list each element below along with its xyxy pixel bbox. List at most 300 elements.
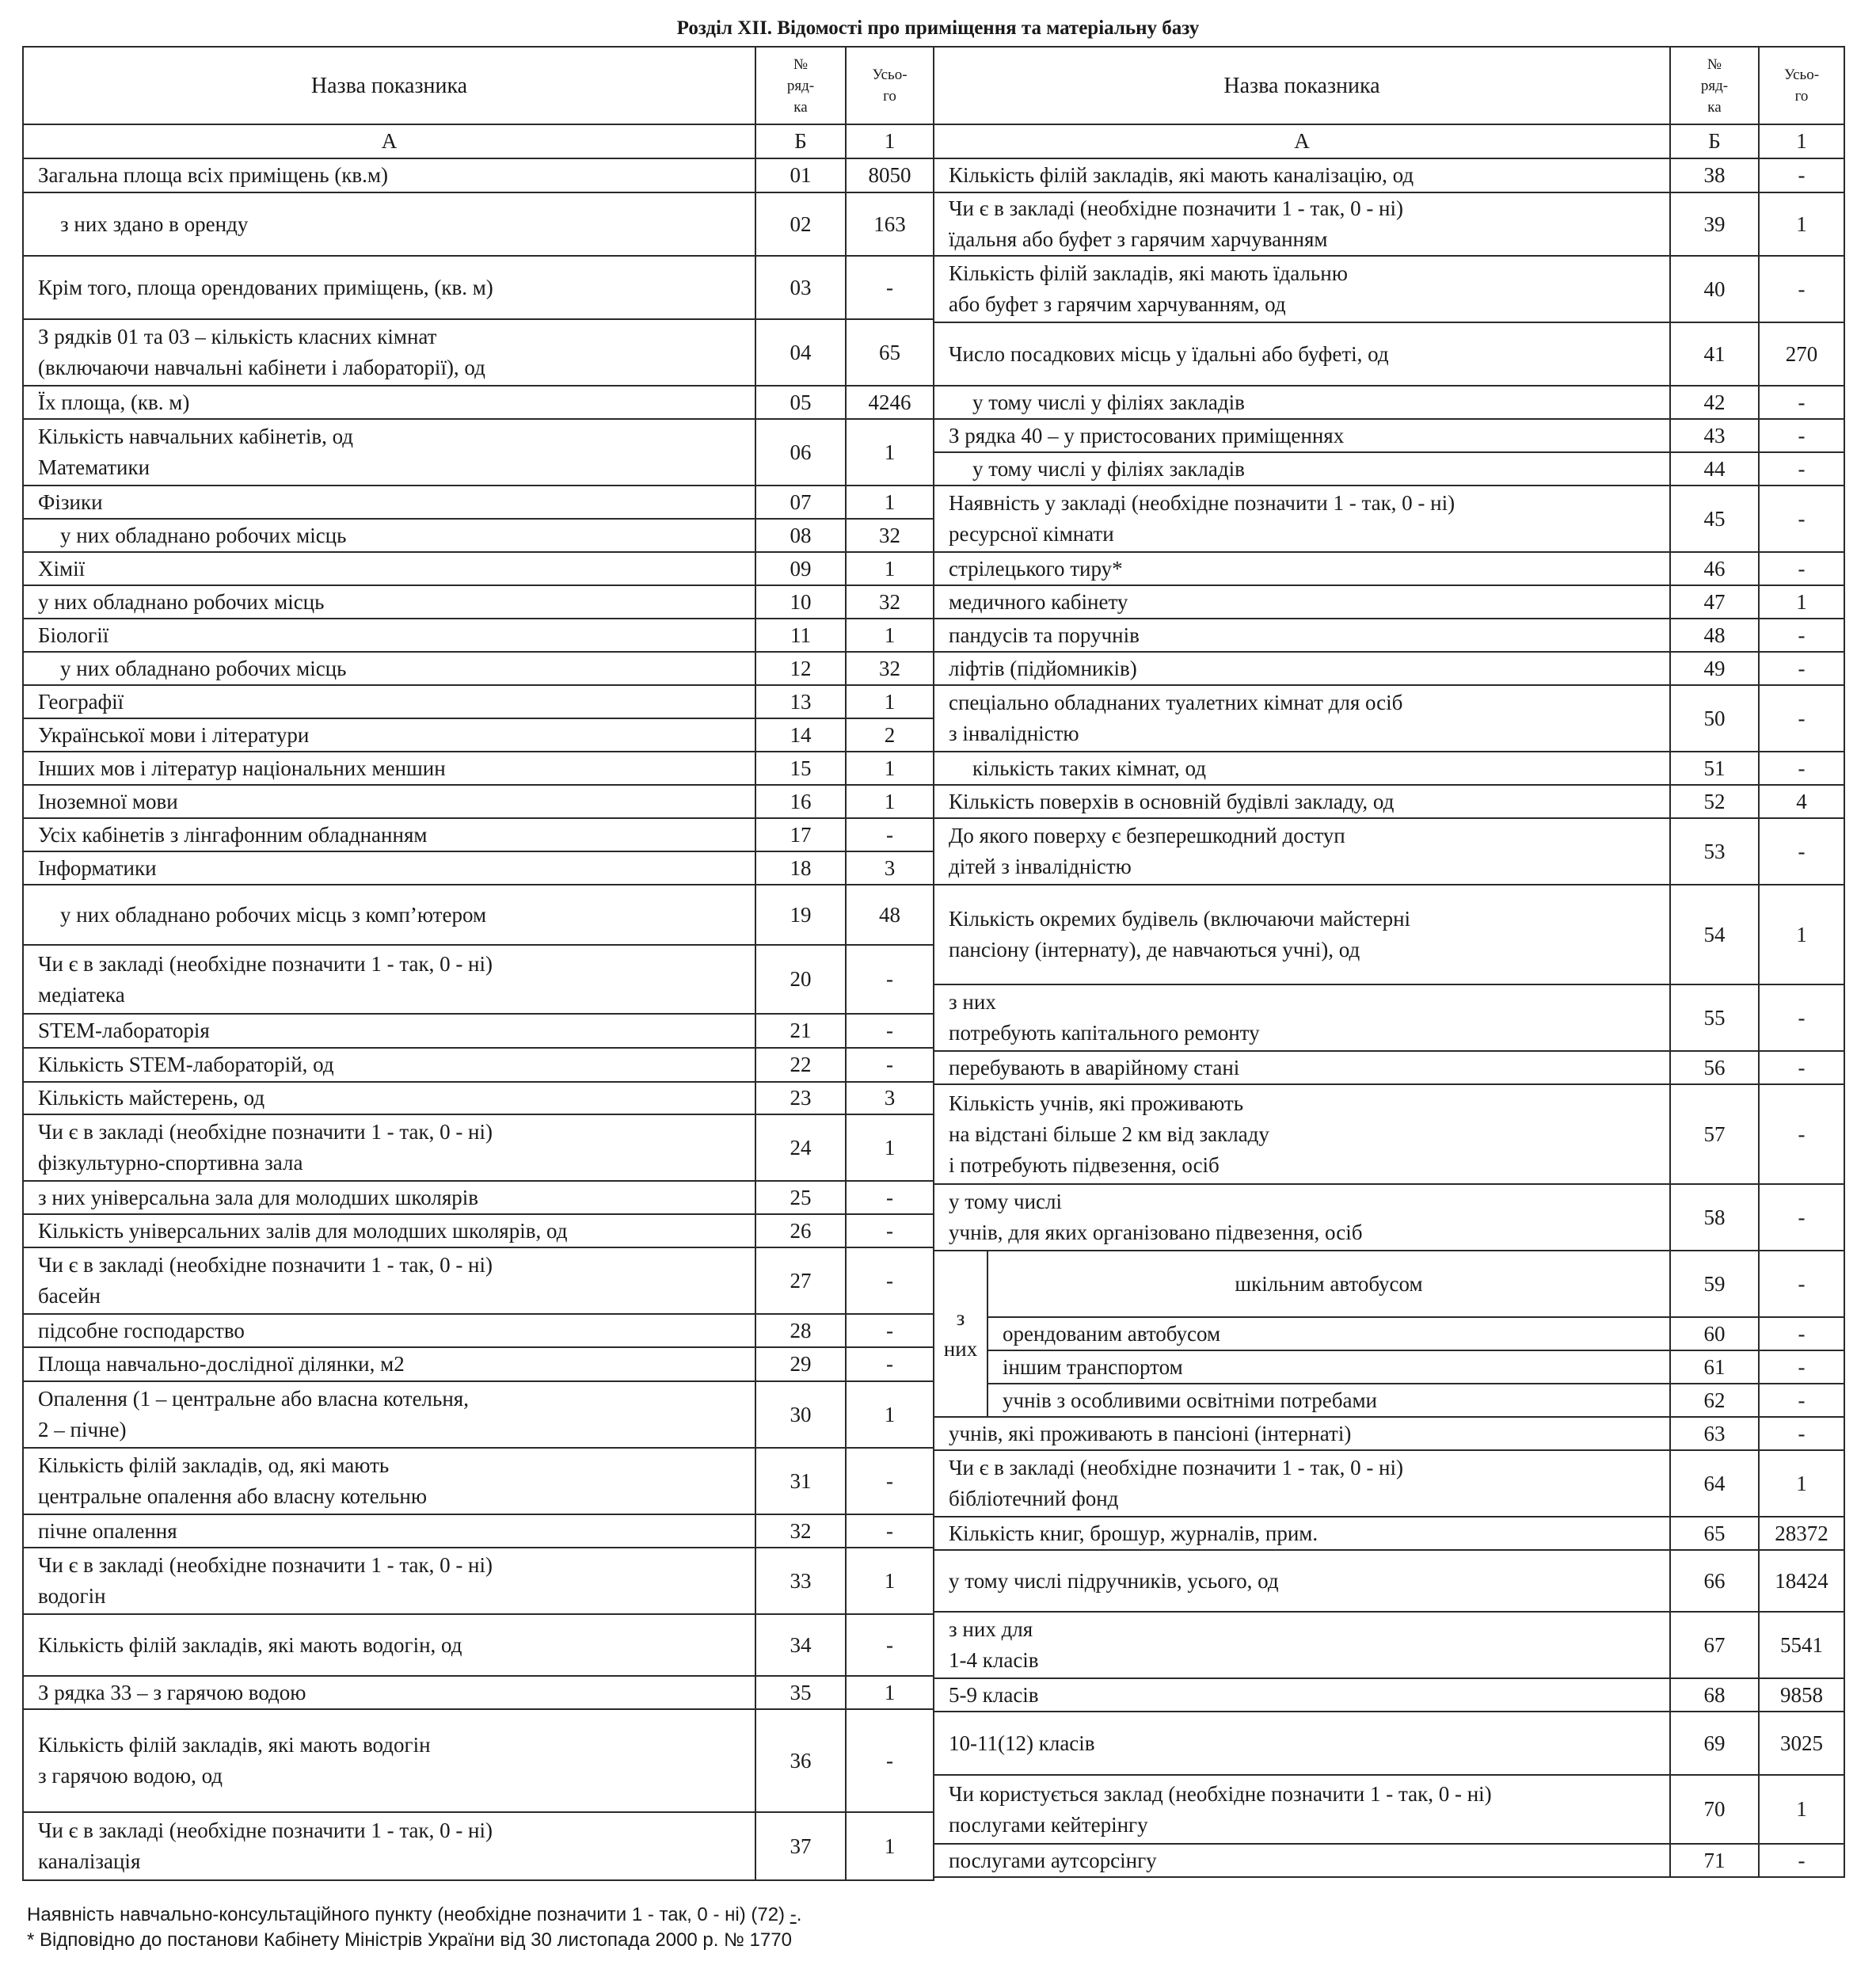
row-value: - xyxy=(846,1514,934,1548)
row-value: - xyxy=(1759,158,1844,192)
row-label: медичного кабінету xyxy=(934,585,1670,619)
row-value: 1 xyxy=(846,685,934,718)
row-code: 25 xyxy=(755,1181,846,1214)
row-code: 71 xyxy=(1670,1844,1759,1877)
table-row xyxy=(23,685,934,718)
row-code: 01 xyxy=(755,158,846,192)
row-value: - xyxy=(846,1448,934,1514)
row-value: 1 xyxy=(846,552,934,585)
row-code: 59 xyxy=(1670,1251,1759,1317)
row-label: З рядка 40 – у пристосованих приміщеннях xyxy=(934,419,1670,452)
row-code: 24 xyxy=(755,1114,846,1181)
row-label: До якого поверху є безперешкодний доступ дітей з інвалідністю xyxy=(934,818,1670,885)
row-code: 37 xyxy=(755,1812,846,1880)
row-code: 34 xyxy=(755,1614,846,1676)
row-code: 13 xyxy=(755,685,846,718)
header-row-number: № ряд- ка xyxy=(1670,47,1759,124)
row-label: З рядка 33 – з гарячою водою xyxy=(23,1676,755,1709)
row-code: 11 xyxy=(755,619,846,652)
row-code: 66 xyxy=(1670,1550,1759,1612)
row-code: 40 xyxy=(1670,256,1759,322)
row-value: 1 xyxy=(1759,1775,1844,1844)
row-label: Кількість майстерень, од xyxy=(23,1082,755,1114)
table-row xyxy=(23,1247,934,1314)
table-row xyxy=(23,519,934,552)
table-row xyxy=(23,752,934,785)
table-row xyxy=(934,1384,1844,1417)
row-code: 16 xyxy=(755,785,846,818)
row-value: - xyxy=(1759,1317,1844,1350)
table-row xyxy=(23,818,934,851)
row-code: 68 xyxy=(1670,1678,1759,1712)
row-code: 26 xyxy=(755,1214,846,1247)
row-value: 163 xyxy=(846,192,934,256)
table-row xyxy=(23,419,934,486)
header-name: Назва показника xyxy=(934,47,1670,124)
row-label: Кількість книг, брошур, журналів, прим. xyxy=(934,1517,1670,1550)
row-label: підсобне господарство xyxy=(23,1314,755,1347)
row-value: 1 xyxy=(846,419,934,486)
row-code: 35 xyxy=(755,1676,846,1709)
row-value: 2 xyxy=(846,718,934,752)
row-code: 39 xyxy=(1670,192,1759,256)
row-label: Кількість філій закладів, які мають їдальню або буфет з гарячим харчуванням, од xyxy=(934,256,1670,322)
table-row xyxy=(934,1844,1844,1877)
row-value: - xyxy=(846,1181,934,1214)
row-label: Фізики xyxy=(23,486,755,519)
table-row xyxy=(23,945,934,1014)
row-label: з них універсальна зала для молодших школярів xyxy=(23,1181,755,1214)
row-label: у них обладнано робочих місць з комп’ютером xyxy=(23,885,755,945)
row-label: стрілецького тиру* xyxy=(934,552,1670,585)
row-label: Біології xyxy=(23,619,755,652)
row-value: - xyxy=(1759,752,1844,785)
table-row xyxy=(934,685,1844,752)
row-label: з них потребують капітального ремонту xyxy=(934,984,1670,1051)
row-code: 45 xyxy=(1670,486,1759,552)
row-code: 14 xyxy=(755,718,846,752)
header-total: Усьо- го xyxy=(846,47,934,124)
row-code: 23 xyxy=(755,1082,846,1114)
table-row xyxy=(23,585,934,619)
table-row xyxy=(934,785,1844,818)
row-label: у тому числі у філіях закладів xyxy=(934,452,1670,486)
row-code: 12 xyxy=(755,652,846,685)
table-row xyxy=(23,1181,934,1214)
row-value: 8050 xyxy=(846,158,934,192)
row-value: 9858 xyxy=(1759,1678,1844,1712)
table-row xyxy=(934,1517,1844,1550)
row-value: - xyxy=(846,1347,934,1381)
header-row-number: № ряд- ка xyxy=(755,47,846,124)
row-label: у них обладнано робочих місць xyxy=(23,519,755,552)
row-value: - xyxy=(1759,1084,1844,1184)
table-row xyxy=(934,652,1844,685)
row-label: іншим транспортом xyxy=(987,1350,1670,1384)
row-label: Крім того, площа орендованих приміщень, (кв. м) xyxy=(23,256,755,319)
row-code: 69 xyxy=(1670,1712,1759,1775)
row-label: Чи є в закладі (необхідне позначити 1 - так, 0 - ні) водогін xyxy=(23,1548,755,1614)
table-row xyxy=(934,1775,1844,1844)
row-label: Української мови і літератури xyxy=(23,718,755,752)
row-value: - xyxy=(1759,1251,1844,1317)
header-row xyxy=(934,47,1844,124)
consultation-point-value: - xyxy=(790,1904,797,1925)
table-row xyxy=(23,552,934,585)
row-label: Кількість STEM-лабораторій, од xyxy=(23,1048,755,1082)
row-code: 27 xyxy=(755,1247,846,1314)
row-code: 06 xyxy=(755,419,846,486)
row-code: 31 xyxy=(755,1448,846,1514)
table-row xyxy=(23,1314,934,1347)
table-row xyxy=(934,984,1844,1051)
table-row xyxy=(23,386,934,419)
row-code: 64 xyxy=(1670,1450,1759,1517)
row-label: у них обладнано робочих місць xyxy=(23,652,755,685)
row-code: 15 xyxy=(755,752,846,785)
row-label: Чи є в закладі (необхідне позначити 1 - так, 0 - ні) басейн xyxy=(23,1247,755,1314)
table-row xyxy=(934,322,1844,386)
table-row xyxy=(23,1548,934,1614)
row-label: пічне опалення xyxy=(23,1514,755,1548)
row-code: 55 xyxy=(1670,984,1759,1051)
table-row xyxy=(23,1082,934,1114)
row-label: пандусів та поручнів xyxy=(934,619,1670,652)
row-code: 43 xyxy=(1670,419,1759,452)
row-code: 38 xyxy=(1670,158,1759,192)
row-label: Чи користується заклад (необхідне позначити 1 - так, 0 - ні) послугами кейтерінгу xyxy=(934,1775,1670,1844)
table-row xyxy=(934,1612,1844,1678)
row-value: 1 xyxy=(846,1548,934,1614)
row-value: 1 xyxy=(846,486,934,519)
row-label: З рядків 01 та 03 – кількість класних кімнат (включаючи навчальні кабінети і лабораторії), од xyxy=(23,319,755,386)
row-value: - xyxy=(1759,552,1844,585)
table-row xyxy=(934,619,1844,652)
row-value: - xyxy=(1759,984,1844,1051)
row-code: 67 xyxy=(1670,1612,1759,1678)
row-value: 1 xyxy=(1759,1450,1844,1517)
header-row xyxy=(23,47,934,124)
header-letters-row xyxy=(23,124,934,158)
row-code: 63 xyxy=(1670,1417,1759,1450)
row-label: Усіх кабінетів з лінгафонним обладнанням xyxy=(23,818,755,851)
table-row xyxy=(934,585,1844,619)
row-code: 19 xyxy=(755,885,846,945)
row-code: 60 xyxy=(1670,1317,1759,1350)
row-code: 54 xyxy=(1670,885,1759,984)
row-value: - xyxy=(846,1048,934,1082)
row-label: Кількість поверхів в основній будівлі закладу, од xyxy=(934,785,1670,818)
row-value: - xyxy=(1759,1384,1844,1417)
row-label: Географії xyxy=(23,685,755,718)
row-label: у тому числі учнів, для яких організовано підвезення, осіб xyxy=(934,1184,1670,1251)
table-row xyxy=(934,818,1844,885)
table-row xyxy=(23,1381,934,1448)
row-code: 21 xyxy=(755,1014,846,1048)
row-code: 32 xyxy=(755,1514,846,1548)
row-value: 1 xyxy=(846,1812,934,1880)
row-value: - xyxy=(1759,1184,1844,1251)
table-row xyxy=(934,158,1844,192)
row-value: - xyxy=(1759,1051,1844,1084)
row-label: Хімії xyxy=(23,552,755,585)
row-value: 4246 xyxy=(846,386,934,419)
row-code: 20 xyxy=(755,945,846,1014)
table-row xyxy=(23,1014,934,1048)
row-value: 1 xyxy=(846,1114,934,1181)
row-value: 270 xyxy=(1759,322,1844,386)
row-value: 1 xyxy=(846,619,934,652)
row-label: з них здано в оренду xyxy=(23,192,755,256)
table-row xyxy=(23,1214,934,1247)
table-row xyxy=(934,256,1844,322)
right-table-container xyxy=(933,46,1845,1878)
row-code: 03 xyxy=(755,256,846,319)
row-code: 65 xyxy=(1670,1517,1759,1550)
table-row xyxy=(23,1812,934,1880)
row-code: 48 xyxy=(1670,619,1759,652)
row-code: 22 xyxy=(755,1048,846,1082)
row-value: - xyxy=(846,945,934,1014)
row-label: Кількість навчальних кабінетів, од Математики xyxy=(23,419,755,486)
footer-line-reference: * Відповідно до постанови Кабінету Міністрів України від 30 листопада 2000 р. № 1770 xyxy=(27,1929,792,1951)
row-value: - xyxy=(846,1614,934,1676)
row-code: 44 xyxy=(1670,452,1759,486)
row-label: Кількість універсальних залів для молодших школярів, од xyxy=(23,1214,755,1247)
row-code: 42 xyxy=(1670,386,1759,419)
row-label: 10-11(12) класів xyxy=(934,1712,1670,1775)
table-row xyxy=(23,319,934,386)
row-label: Опалення (1 – центральне або власна котельня, 2 – пічне) xyxy=(23,1381,755,1448)
row-value: 28372 xyxy=(1759,1517,1844,1550)
row-value: - xyxy=(1759,486,1844,552)
page-title: Розділ XII. Відомості про приміщення та матеріальну базу xyxy=(676,17,1200,39)
row-label: Кількість окремих будівель (включаючи майстерні пансіону (інтернату), де навчаються учні), од xyxy=(934,885,1670,984)
row-value: 32 xyxy=(846,585,934,619)
table-row xyxy=(934,752,1844,785)
row-code: 41 xyxy=(1670,322,1759,386)
row-value: 3 xyxy=(846,851,934,885)
row-code: 08 xyxy=(755,519,846,552)
row-label: Чи є в закладі (необхідне позначити 1 - так, 0 - ні) фізкультурно-спортивна зала xyxy=(23,1114,755,1181)
table-row xyxy=(934,885,1844,984)
row-code: 70 xyxy=(1670,1775,1759,1844)
row-value: - xyxy=(846,1709,934,1812)
row-value: - xyxy=(1759,386,1844,419)
table-row xyxy=(934,452,1844,486)
table-row xyxy=(23,718,934,752)
row-value: 48 xyxy=(846,885,934,945)
table-row xyxy=(934,1417,1844,1450)
row-code: 57 xyxy=(1670,1084,1759,1184)
row-value: 1 xyxy=(1759,192,1844,256)
table-row xyxy=(23,885,934,945)
row-label: Кількість філій закладів, які мають каналізацію, од xyxy=(934,158,1670,192)
row-value: - xyxy=(1759,1417,1844,1450)
row-code: 10 xyxy=(755,585,846,619)
row-label: Іноземної мови xyxy=(23,785,755,818)
row-code: 52 xyxy=(1670,785,1759,818)
row-code: 51 xyxy=(1670,752,1759,785)
row-label: орендованим автобусом xyxy=(987,1317,1670,1350)
row-value: - xyxy=(846,1314,934,1347)
table-row xyxy=(934,1051,1844,1084)
row-label: Чи є в закладі (необхідне позначити 1 - так, 0 - ні) бібліотечний фонд xyxy=(934,1450,1670,1517)
table-row xyxy=(934,1678,1844,1712)
row-value: - xyxy=(1759,452,1844,486)
row-label: Кількість філій закладів, які мають водогін з гарячою водою, од xyxy=(23,1709,755,1812)
row-code: 18 xyxy=(755,851,846,885)
row-value: - xyxy=(1759,1350,1844,1384)
row-value: 3025 xyxy=(1759,1712,1844,1775)
table-row xyxy=(23,1614,934,1676)
row-value: - xyxy=(1759,256,1844,322)
row-code: 62 xyxy=(1670,1384,1759,1417)
row-value: - xyxy=(1759,652,1844,685)
row-code: 58 xyxy=(1670,1184,1759,1251)
table-row xyxy=(23,1514,934,1548)
row-value: - xyxy=(846,1014,934,1048)
footer-line-consultation: Наявність навчально-консультаційного пункту (необхідне позначити 1 - так, 0 - ні) (72) -. xyxy=(27,1904,802,1925)
row-value: - xyxy=(1759,1844,1844,1877)
row-code: 05 xyxy=(755,386,846,419)
table-row xyxy=(934,1317,1844,1350)
row-code: 29 xyxy=(755,1347,846,1381)
row-code: 28 xyxy=(755,1314,846,1347)
header-letter-1: 1 xyxy=(1759,124,1844,158)
row-value: 3 xyxy=(846,1082,934,1114)
table-row xyxy=(23,1347,934,1381)
table-row xyxy=(23,652,934,685)
row-value: 1 xyxy=(1759,885,1844,984)
header-letter-a: А xyxy=(934,124,1670,158)
row-label: Кількість філій закладів, які мають водогін, од xyxy=(23,1614,755,1676)
table-row xyxy=(23,851,934,885)
row-code: 17 xyxy=(755,818,846,851)
row-code: 07 xyxy=(755,486,846,519)
row-label: Наявність у закладі (необхідне позначити 1 - так, 0 - ні) ресурсної кімнати xyxy=(934,486,1670,552)
row-code: 04 xyxy=(755,319,846,386)
table-row xyxy=(934,1712,1844,1775)
row-code: 56 xyxy=(1670,1051,1759,1084)
row-code: 53 xyxy=(1670,818,1759,885)
z-nykh-label: з них xyxy=(934,1251,987,1417)
right-table xyxy=(933,46,1845,1878)
row-value: - xyxy=(1759,619,1844,652)
row-value: 18424 xyxy=(1759,1550,1844,1612)
table-row xyxy=(934,386,1844,419)
table-row xyxy=(23,486,934,519)
row-label: Інших мов і літератур національних меншин xyxy=(23,752,755,785)
row-label: шкільним автобусом xyxy=(987,1251,1670,1317)
row-label: послугами аутсорсінгу xyxy=(934,1844,1670,1877)
header-letter-a: А xyxy=(23,124,755,158)
row-code: 02 xyxy=(755,192,846,256)
row-code: 30 xyxy=(755,1381,846,1448)
row-value: 1 xyxy=(846,752,934,785)
table-row xyxy=(934,1251,1844,1317)
left-table-container xyxy=(22,46,934,1881)
footer-notes xyxy=(27,1902,801,1953)
row-label: з них для 1-4 класів xyxy=(934,1612,1670,1678)
table-row xyxy=(23,256,934,319)
row-value: 1 xyxy=(1759,585,1844,619)
row-label: у тому числі підручників, усього, од xyxy=(934,1550,1670,1612)
table-row xyxy=(23,1709,934,1812)
row-value: 5541 xyxy=(1759,1612,1844,1678)
row-label: перебувають в аварійному стані xyxy=(934,1051,1670,1084)
row-code: 47 xyxy=(1670,585,1759,619)
header-total: Усьо- го xyxy=(1759,47,1844,124)
table-row xyxy=(934,1450,1844,1517)
row-value: - xyxy=(846,256,934,319)
header-letter-b: Б xyxy=(755,124,846,158)
table-row xyxy=(934,419,1844,452)
left-table xyxy=(22,46,934,1881)
row-value: - xyxy=(846,1247,934,1314)
header-letter-b: Б xyxy=(1670,124,1759,158)
table-row xyxy=(23,192,934,256)
row-label: Чи є в закладі (необхідне позначити 1 - так, 0 - ні) їдальня або буфет з гарячим харчуванням xyxy=(934,192,1670,256)
row-label: Інформатики xyxy=(23,851,755,885)
row-value: - xyxy=(846,1214,934,1247)
row-label: STEM-лабораторія xyxy=(23,1014,755,1048)
row-value: - xyxy=(1759,419,1844,452)
row-value: 1 xyxy=(846,1676,934,1709)
row-label: 5-9 класів xyxy=(934,1678,1670,1712)
table-row xyxy=(23,1048,934,1082)
table-row xyxy=(23,785,934,818)
row-value: 65 xyxy=(846,319,934,386)
table-row xyxy=(23,1676,934,1709)
row-code: 50 xyxy=(1670,685,1759,752)
table-row xyxy=(934,552,1844,585)
table-row xyxy=(934,1350,1844,1384)
header-name: Назва показника xyxy=(23,47,755,124)
row-value: - xyxy=(1759,685,1844,752)
row-label: ліфтів (підйомників) xyxy=(934,652,1670,685)
row-code: 36 xyxy=(755,1709,846,1812)
row-code: 61 xyxy=(1670,1350,1759,1384)
row-label: Чи є в закладі (необхідне позначити 1 - так, 0 - ні) каналізація xyxy=(23,1812,755,1880)
row-code: 46 xyxy=(1670,552,1759,585)
row-value: 32 xyxy=(846,652,934,685)
table-row xyxy=(934,192,1844,256)
row-label: у них обладнано робочих місць xyxy=(23,585,755,619)
row-value: 1 xyxy=(846,1381,934,1448)
row-label: Загальна площа всіх приміщень (кв.м) xyxy=(23,158,755,192)
table-row xyxy=(934,486,1844,552)
table-row xyxy=(23,1448,934,1514)
row-code: 33 xyxy=(755,1548,846,1614)
row-label: Їх площа, (кв. м) xyxy=(23,386,755,419)
row-label: спеціально обладнаних туалетних кімнат для осіб з інвалідністю xyxy=(934,685,1670,752)
row-value: 1 xyxy=(846,785,934,818)
header-letters-row xyxy=(934,124,1844,158)
row-value: 32 xyxy=(846,519,934,552)
row-label: кількість таких кімнат, од xyxy=(934,752,1670,785)
header-letter-1: 1 xyxy=(846,124,934,158)
table-row xyxy=(934,1184,1844,1251)
table-row xyxy=(934,1550,1844,1612)
row-value: 4 xyxy=(1759,785,1844,818)
row-value: - xyxy=(1759,818,1844,885)
row-label: Чи є в закладі (необхідне позначити 1 - так, 0 - ні) медіатека xyxy=(23,945,755,1014)
row-label: учнів, які проживають в пансіоні (інтернаті) xyxy=(934,1417,1670,1450)
table-row xyxy=(23,619,934,652)
row-label: Кількість учнів, які проживають на відстані більше 2 км від закладу і потребують підвезення, осіб xyxy=(934,1084,1670,1184)
row-label: Площа навчально-дослідної ділянки, м2 xyxy=(23,1347,755,1381)
